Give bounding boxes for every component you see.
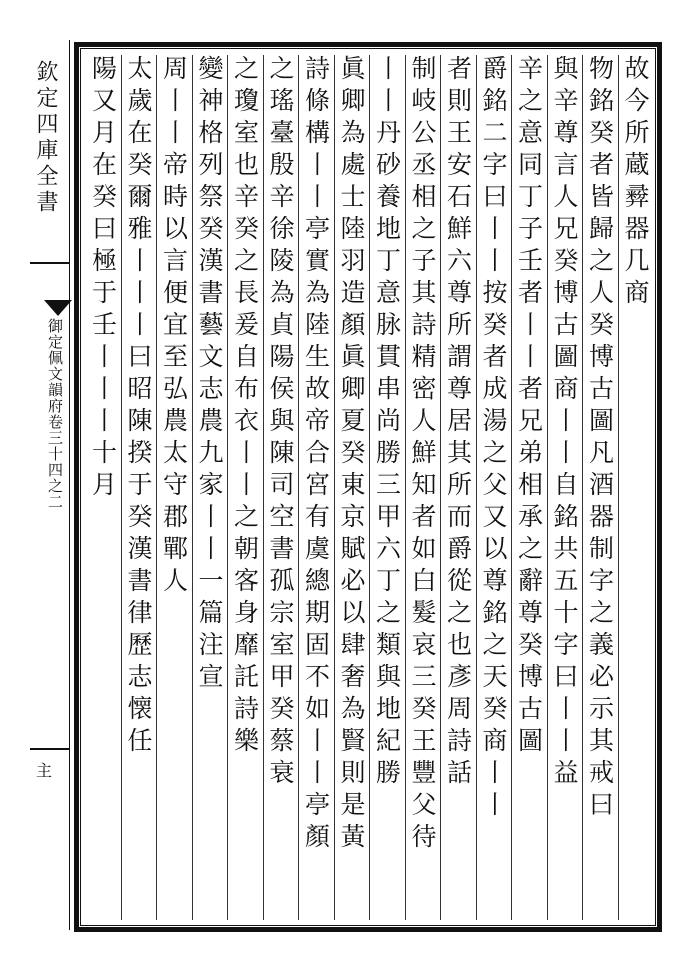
column-rule — [618, 55, 619, 920]
column-rule — [334, 55, 335, 920]
text-column: 太歲在癸爾雅丨丨丨曰昭陳揆于癸漢書律歷志懐任 — [124, 55, 153, 759]
volume-title: 御定佩文韻府卷三十四之二 — [46, 318, 64, 510]
text-column: 制岐公丞相之子其詩精密人鮮知者如白髮哀三癸王豐父待 — [408, 55, 437, 855]
text-column: 爵銘二字曰丨丨按癸者成湯之父又以尊銘之天癸商丨丨 — [479, 55, 508, 823]
margin-rule-bottom — [30, 748, 70, 750]
text-column: 辛之意同丁子壬者丨丨者兄弟相承之辭尊癸博古圖 — [514, 55, 544, 759]
column-rule — [369, 55, 370, 920]
text-column: 之瑤臺殷辛徐陵為貞陽侯與陳司空書孤宗室甲癸蔡衰 — [266, 55, 295, 791]
column-rule — [476, 55, 477, 920]
column-rule — [511, 55, 512, 920]
column-rule — [547, 55, 548, 920]
column-rule — [440, 55, 441, 920]
text-column: 與辛尊言人兄癸博古圖商丨丨自銘共五十字曰丨丨益 — [550, 55, 579, 791]
column-rule — [156, 55, 157, 920]
page-number: 主 — [36, 761, 53, 780]
text-column: 者則王安石鮮六尊所謂尊居其所而爵從之也彥周詩話 — [443, 55, 473, 791]
text-column: 陽又月在癸曰極于壬丨丨丨十月 — [88, 55, 118, 503]
text-column: 周丨丨帝時以言便宜至弘農太守郡鄲人 — [159, 55, 189, 599]
book-title: 欽定四庫全書 — [33, 60, 58, 216]
column-rule — [298, 55, 299, 920]
text-column: 眞卿為處士陸羽造顏眞卿夏癸東京賦必以肆奢為賢則是黃 — [337, 55, 366, 855]
text-column: 變神格列祭癸漢書藝文志農九家丨丨一篇注宣 — [195, 55, 224, 695]
margin-divider — [69, 40, 70, 930]
column-rule — [121, 55, 122, 920]
text-column: 之瓊室也辛癸之長爰自布衣丨丨之朝客身靡託詩樂 — [230, 55, 260, 759]
column-rule — [582, 55, 583, 920]
column-rule — [263, 55, 264, 920]
text-column: 丨丨丹砂養地丁意脉貫串尚勝三甲六丁之類與地紀勝 — [372, 55, 402, 791]
text-column: 物銘癸者皆歸之人癸博古圖凡酒器制字之義必示其戒曰 — [585, 55, 615, 823]
text-column: 故今所蔵彛器几商 — [621, 55, 650, 311]
margin-rule-top — [30, 262, 70, 264]
fishtail-mark-icon — [44, 300, 72, 316]
column-rule — [227, 55, 228, 920]
column-rule — [405, 55, 406, 920]
text-column: 詩條構丨丨亭實為陸生故帝合宮有虞總期固不如丨丨亭顏 — [301, 55, 331, 855]
column-rule — [192, 55, 193, 920]
text-columns — [85, 55, 653, 920]
